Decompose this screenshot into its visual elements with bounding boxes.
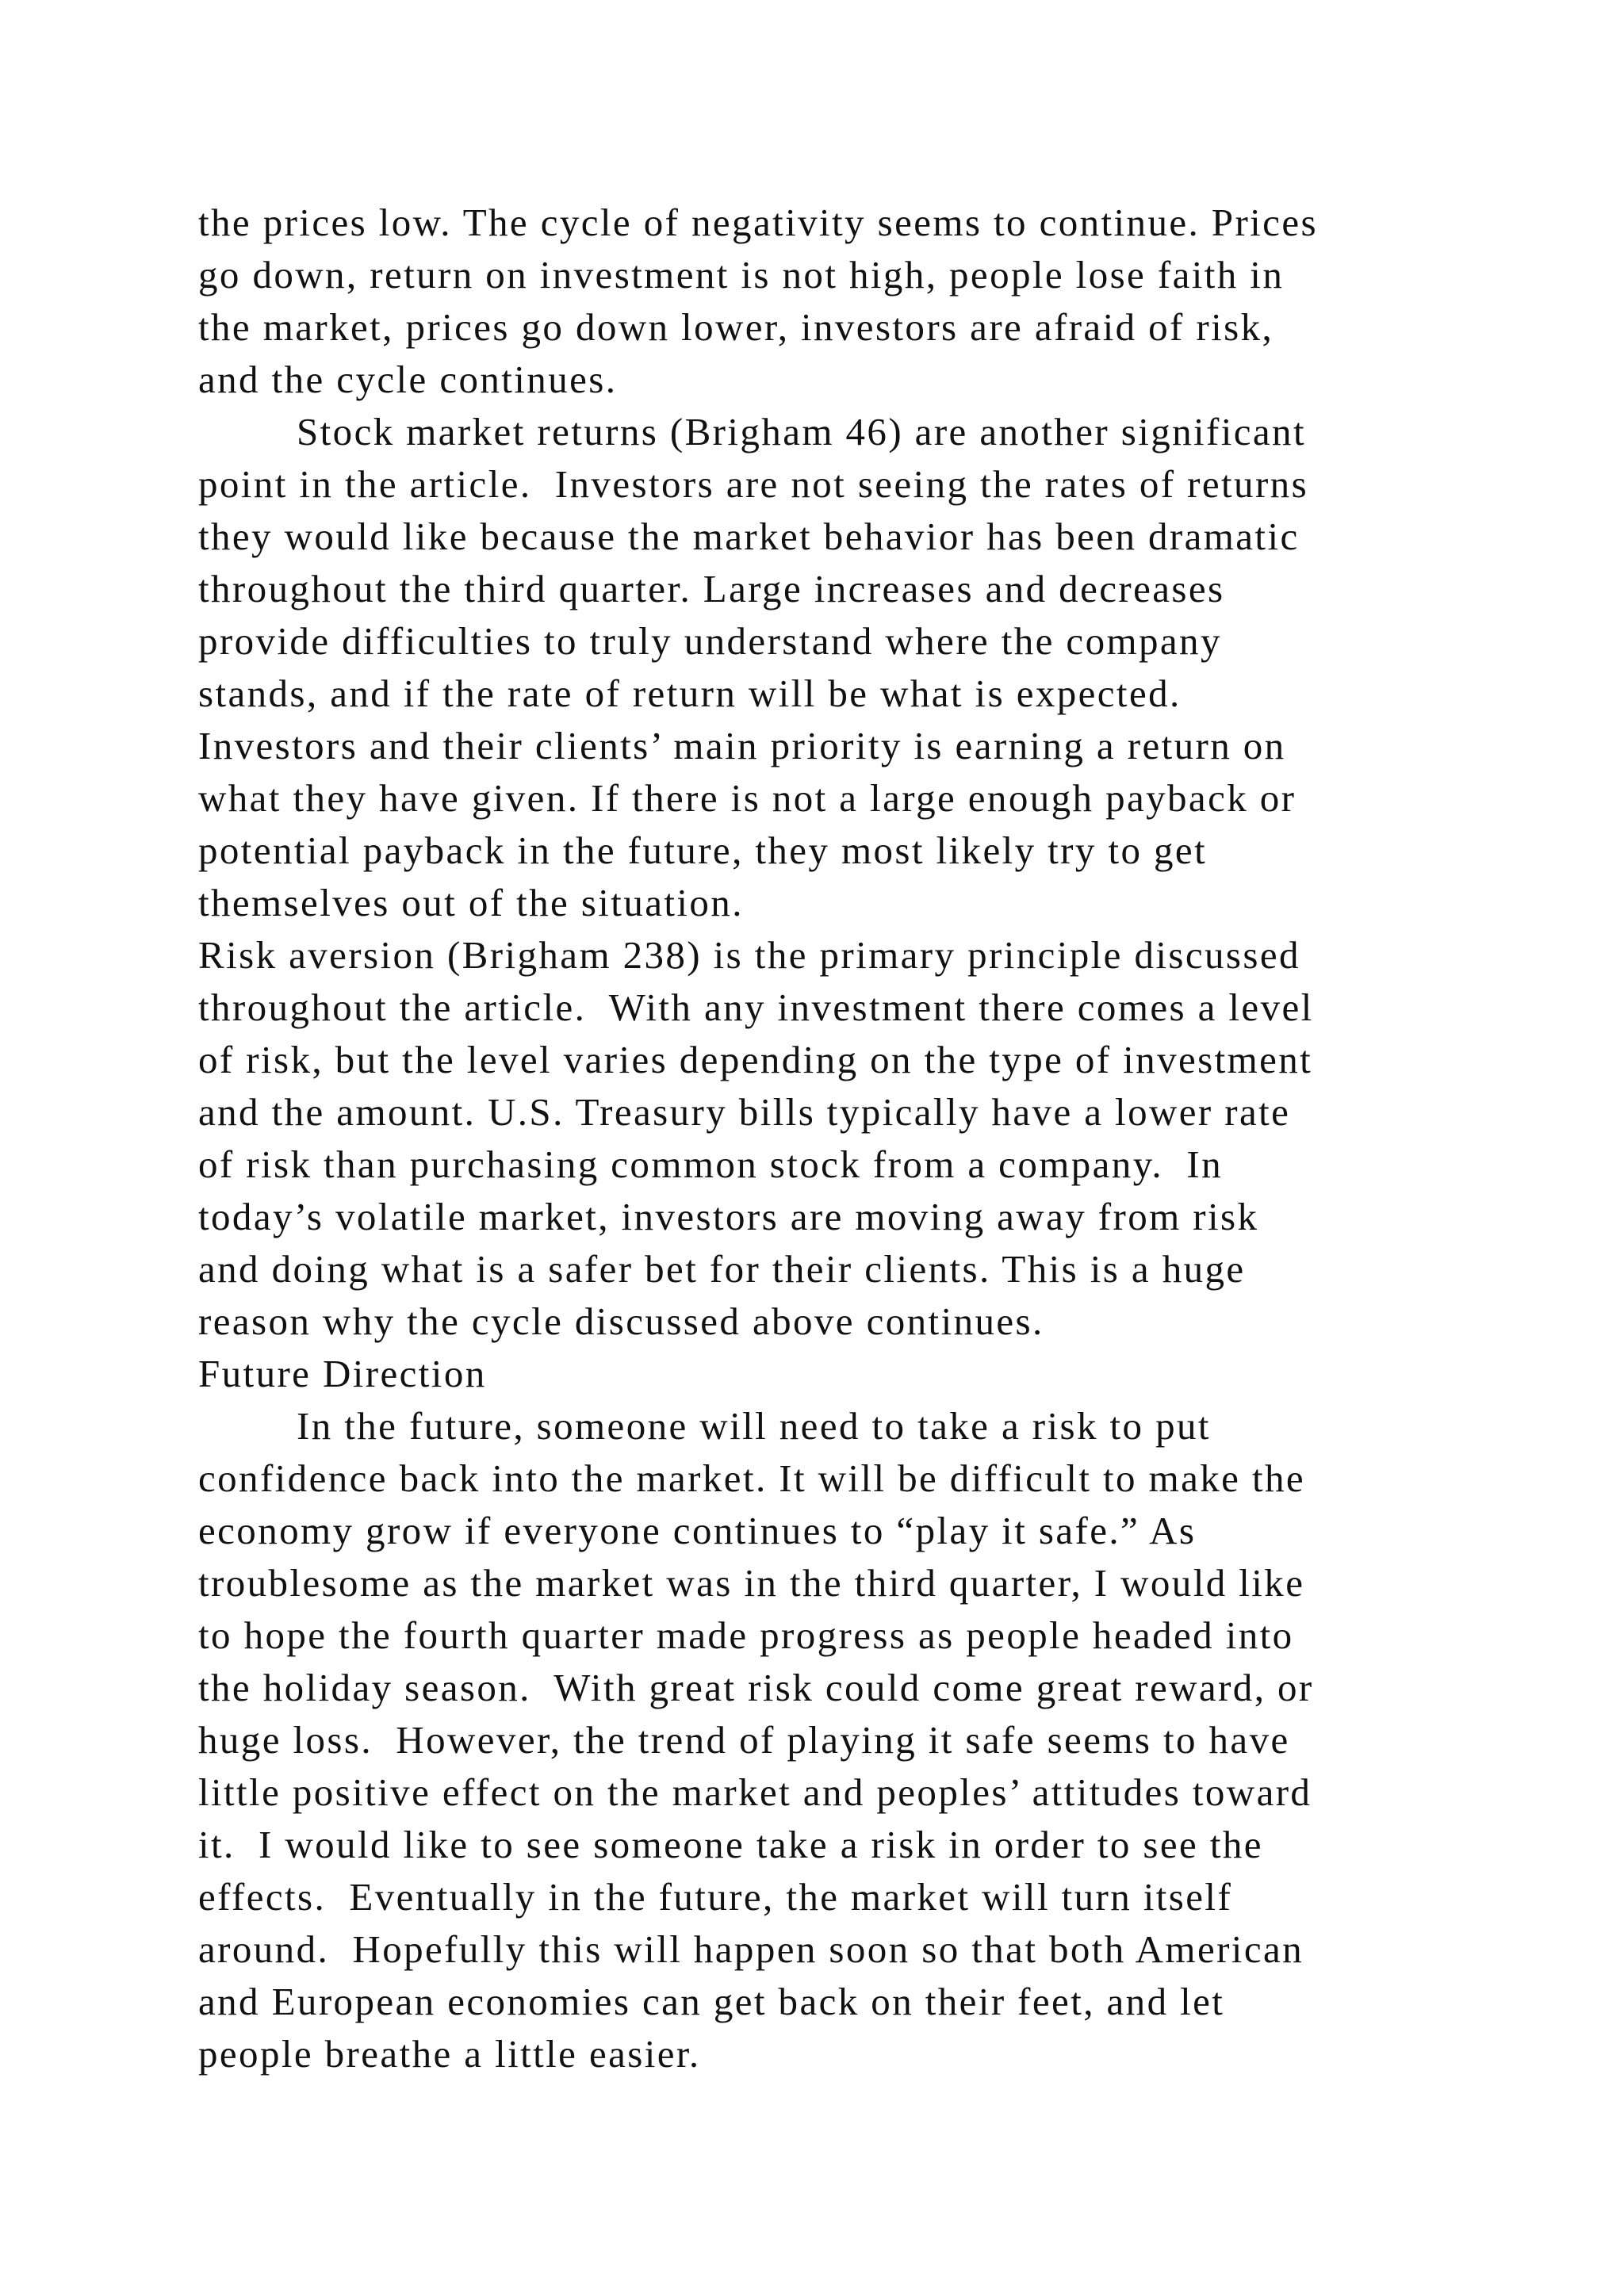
text-line: and European economies can get back on their feet, and let (198, 1980, 1225, 2023)
text-line: and doing what is a safer bet for their clients. This is a huge (198, 1247, 1246, 1291)
text-line: reason why the cycle discussed above continues. (198, 1299, 1044, 1343)
text-line: little positive effect on the market and peoples’ attitudes toward (198, 1770, 1312, 1814)
text-line: themselves out of the situation. (198, 881, 744, 924)
text-line: and the cycle continues. (198, 358, 618, 401)
text-line: around. Hopefully this will happen soon so that both American (198, 1927, 1304, 1971)
text-line: they would like because the market behavior has been dramatic (198, 515, 1300, 558)
text-line: economy grow if everyone continues to “play it safe.” As (198, 1509, 1197, 1552)
text-line: the prices low. The cycle of negativity seems to continue. Prices (198, 201, 1318, 244)
text-line: it. I would like to see someone take a risk in order to see the (198, 1823, 1263, 1866)
text-line: the holiday season. With great risk could come great reward, or (198, 1666, 1314, 1709)
text-line: today’s volatile market, investors are moving away from risk (198, 1195, 1259, 1238)
document-body (198, 197, 1467, 2080)
text-line: go down, return on investment is not high, people lose faith in (198, 253, 1285, 297)
text-line: effects. Eventually in the future, the market will turn itself (198, 1875, 1233, 1919)
section-heading: Future Direction (198, 1352, 487, 1395)
text-line: of risk, but the level varies depending on the type of investment (198, 1038, 1313, 1081)
paragraph-start-line: In the future, someone will need to take a risk to put (297, 1404, 1211, 1448)
text-line: people breathe a little easier. (198, 2032, 701, 2076)
text-line: Investors and their clients’ main priority is earning a return on (198, 724, 1286, 767)
text-line: throughout the article. With any investment there comes a level (198, 985, 1314, 1029)
text-line: the market, prices go down lower, investors are afraid of risk, (198, 305, 1274, 349)
paragraph-start-line: Risk aversion (Brigham 238) is the primary principle discussed (198, 933, 1300, 977)
text-line: to hope the fourth quarter made progress as people headed into (198, 1613, 1294, 1657)
text-line: what they have given. If there is not a large enough payback or (198, 776, 1297, 820)
text-line: throughout the third quarter. Large increases and decreases (198, 567, 1225, 610)
text-line: point in the article. Investors are not seeing the rates of returns (198, 462, 1309, 506)
text-line: stands, and if the rate of return will be what is expected. (198, 672, 1182, 715)
paragraph-start-line: Stock market returns (Brigham 46) are another significant (297, 410, 1306, 453)
text-line: troublesome as the market was in the third quarter, I would like (198, 1561, 1305, 1605)
text-line: of risk than purchasing common stock from a company. In (198, 1142, 1223, 1186)
text-line: potential payback in the future, they most likely try to get (198, 828, 1208, 872)
text-line: and the amount. U.S. Treasury bills typically have a lower rate (198, 1090, 1291, 1134)
text-line: confidence back into the market. It will be difficult to make the (198, 1456, 1306, 1500)
text-line: huge loss. However, the trend of playing it safe seems to have (198, 1718, 1290, 1762)
text-line: provide difficulties to truly understand where the company (198, 619, 1222, 663)
